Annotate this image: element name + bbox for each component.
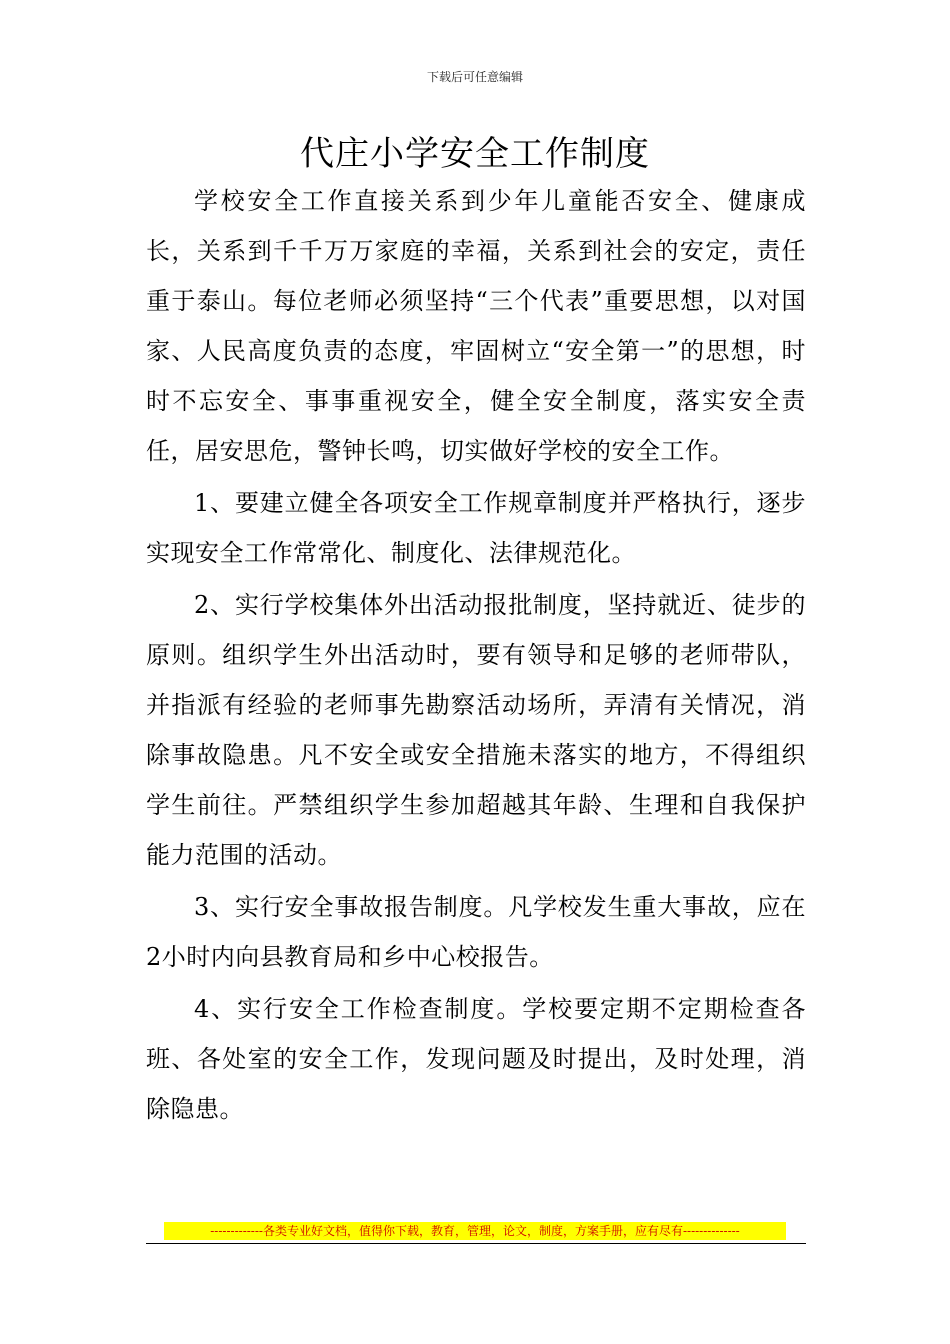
footer-divider bbox=[146, 1243, 806, 1244]
header-note: 下载后可任意编辑 bbox=[426, 70, 523, 84]
footer-banner: -------------各类专业好文档，值得你下载，教育，管理，论文，制度，方案手册，应有尽有-------------- bbox=[164, 1222, 786, 1240]
rule-paragraph-3: 3、实行安全事故报告制度。凡学校发生重大事故，应在2小时内向县教育局和乡中心校报告。 bbox=[146, 893, 806, 971]
rule-paragraph-4: 4、实行安全工作检查制度。学校要定期不定期检查各班、各处室的安全工作，发现问题及时提出，及时处理，消除隐患。 bbox=[146, 995, 806, 1123]
intro-paragraph: 学校安全工作直接关系到少年儿童能否安全、健康成长，关系到千千万万家庭的幸福，关系到社会的安定，责任重于泰山。每位老师必须坚持“三个代表”重要思想，以对国家、人民高度负责的态度，牢固树立“安全第一”的思想，时时不忘安全、事事重视安全，健全安全制度，落实安全责任，居安思危，警钟长鸣，切实做好学校的安全工作。 bbox=[146, 187, 806, 465]
rule-paragraph-1: 1、要建立健全各项安全工作规章制度并严格执行，逐步实现安全工作常常化、制度化、法律规范化。 bbox=[146, 489, 806, 567]
document-title: 代庄小学安全工作制度 bbox=[300, 134, 650, 174]
document-body bbox=[146, 176, 806, 1136]
rule-paragraph-2: 2、实行学校集体外出活动报批制度，坚持就近、徒步的原则。组织学生外出活动时，要有领导和足够的老师带队，并指派有经验的老师事先勘察活动场所，弄清有关情况，消除事故隐患。凡不安全或安全措施未落实的地方，不得组织学生前往。严禁组织学生参加超越其年龄、生理和自我保护能力范围的活动。 bbox=[146, 591, 806, 869]
